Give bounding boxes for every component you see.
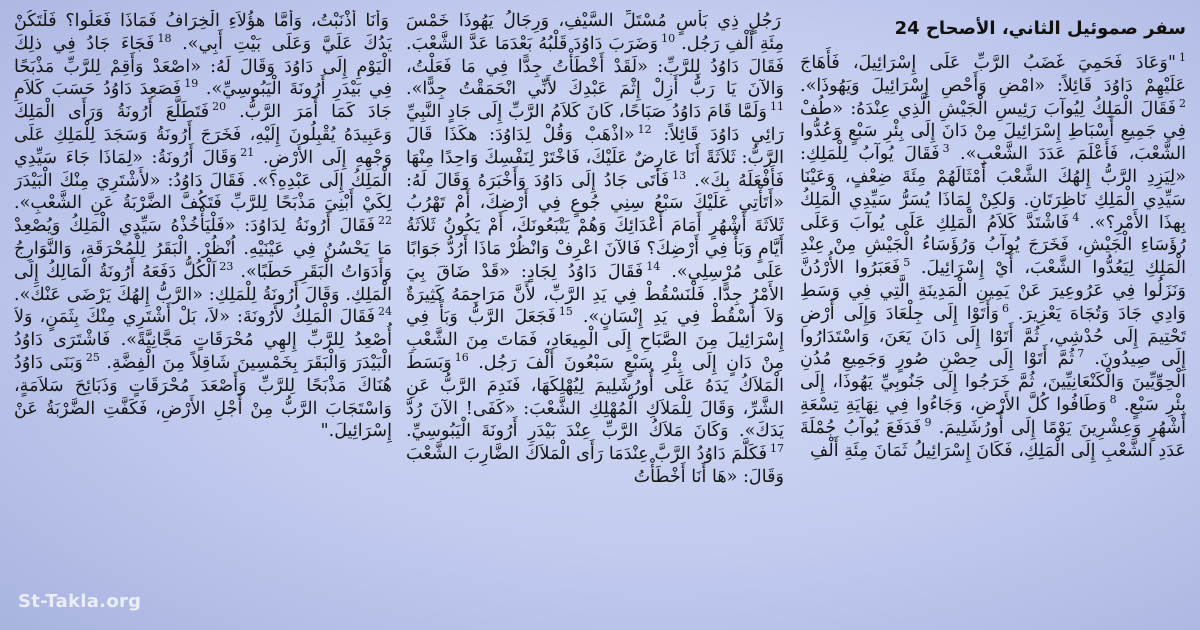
verse-number: 16 [454, 351, 469, 365]
verse-number: 2 [1179, 96, 1186, 110]
verse-text: وَأَتَوْا إِلَى جِلْعَادَ وَإِلَى أَرْضِ تَحْتِيمَ إِلَى حُدْشِي، ثُمَّ أَتَوْا إِلَى دَانَ يَعَنَ، وَاسْتَدَارُوا إِلَى صِيدُونَ. [800, 303, 1186, 370]
verse-number: 11 [770, 100, 784, 114]
verse-number: 14 [646, 259, 661, 273]
verse-text: وَبَنَى دَاوُدُ هُنَاكَ مَذْبَحًا لِلرَّبِّ وَأَصْعَدَ مُحْرَقَاتٍ وَذَبَائِحَ سَلاَمَةٍ، وَاسْتَجَابَ الرَّبُّ مِنْ أَجْلِ الأَرْضِ، فَكَفَّتِ الضَّرْبَةُ عَنْ إِسْرَائِيلَ." [14, 352, 392, 442]
verse-text: وَقَالَ أَرُونَةُ: «لِمَاذَا جَاءَ سَيِّدِي الْمَلِكُ إِلَى عَبْدِهِ؟». فَقَالَ دَاوُدُ: «لأَشْتَرِيَ مِنْكَ الْبَيْدَرَ لِكَيْ أَبْنِيَ مَذْبَحًا لِلرَّبِّ فَتَكُفَّ الضَّرْبَةُ عَنِ الشَّعْبِ». [14, 147, 392, 214]
verse-number: 24 [378, 305, 392, 319]
verse [800, 53, 1186, 96]
verse-text: «اذْهَبْ وَقُلْ لِدَاوُدَ: هكَذَا قَالَ الرَّبُّ: ثَلاَثَةً أَنَا عَارِضٌ عَلَيْكَ، فَاخْتَرْ لِنَفْسِكَ وَاحِدًا مِنْهَا فَأَفْعَلَهُ بِكَ». [406, 124, 784, 191]
verse-number: 7 [1077, 347, 1085, 361]
verse-number: 13 [672, 168, 687, 182]
verse-text: فَصَعِدَ دَاوُدُ حَسَبَ كَلاَمِ جَادَ كَمَا أَمَرَ الرَّبُّ. [14, 79, 392, 123]
watermark: St-Takla.org [18, 591, 142, 612]
verse-text: وَلَمَّا قَامَ دَاوُدُ صَبَاحًا، كَانَ كَلاَمُ الرَّبِّ إِلَى جَادٍ النَّبِيِّ رَائِي دَاوُدَ قَائِلاً: [406, 102, 784, 145]
text-column-3 [14, 10, 392, 610]
verse-text: اَلْكُلُّ دَفَعَهُ أَرُونَةُ الْمَالِكُ إِلَى الْمَلِكِ. وَقَالَ أَرُونَةُ لِلْمَلِكِ: «الرَّبُّ إِلهُكَ يَرْضَى عَنْكَ». [14, 261, 392, 305]
verse-number: 8 [1109, 393, 1117, 407]
verse-text: فَقَالَ أَرُونَةُ لِدَاوُدَ: «فَلْيَأْخُذْهُ سَيِّدِي الْمَلِكُ وَيُصْعِدْ مَا يَحْسُنُ فِي عَيْنَيْهِ. اُنْظُرْ. الْبَقَرُ لِلْمُحْرَقَةِ، وَالنَّوَارِجُ وَأَدَوَاتُ الْبَقَرِ حَطَبًا». [14, 216, 392, 282]
verse-text: فَقَالَ دَاوُدُ لِجَادٍ: «قَدْ ضَاقَ بِيَ الأَمْرُ جِدًّا. فَلْنَسْقُطْ فِي يَدِ الرَّبِّ، لأَنَّ مَرَاحِمَهُ كَثِيرَةٌ وَلاَ أَسْقُطْ فِي يَدِ إِنْسَانٍ». [406, 261, 784, 328]
verse-text: ثُمَّ أَتَوْا إِلَى حِصْنِ صُورٍ وَجَمِيعِ مُدُنِ الْحِوِّيِّينَ وَالْكَنْعَانِيِّينَ، ثُمَّ خَرَجُوا إِلَى جَنُوبِيِّ يَهُوذَا، إِلَى بِئْرِ سَبْعٍ. [800, 349, 1186, 415]
verse-number: 20 [212, 100, 227, 114]
verse-number: 12 [637, 123, 652, 137]
verse-number: 19 [184, 77, 199, 91]
verse-number: 15 [558, 305, 573, 319]
verse-text: فَكَلَّمَ دَاوُدُ الرَّبَّ عِنْدَمَا رَأَى الْمَلاَكَ الضَّارِبَ الشَّعْبَ وَقَالَ: «هَا أَنَا أَخْطَأْتُ [406, 444, 784, 487]
verse-text: وَأَنَا أَذْنَبْتُ، وَأَمَّا هؤُلاَءِ الْخِرَافُ فَمَاذَا فَعَلُوا؟ فَلْتَكُنْ يَدُكَ عَلَيَّ وَعَلَى بَيْتِ أَبِي». [14, 11, 392, 54]
verse [406, 444, 784, 487]
verse-text: فَقَالَ يُوآبُ لِلْمَلِكِ: «لِيَزِدِ الرَّبُّ إِلهُكَ الشَّعْبَ أَمْثَالَهُمْ مِئَةَ ضِعْفٍ، وَعَيْنَا سَيِّدِي الْمَلِكِ نَاظِرَتَانِ. وَلكِنْ لِمَاذَا يُسَرُّ سَيِّدِي الْمَلِكُ بِهذَا الأَمْرِ؟». [800, 144, 1186, 233]
verse-number: 18 [157, 31, 172, 45]
verse-text: فَجَعَلَ الرَّبُّ وَبَأً فِي إِسْرَائِيلَ مِنَ الصَّبَاحِ إِلَى الْمِيعَادِ، فَمَاتَ مِنَ الشَّعْبِ مِنْ دَانٍ إِلَى بِئْرِ سَبْعٍ سَبْعُونَ أَلْفَ رَجُل. [406, 307, 784, 373]
verse-text: فَقَالَ الْمَلِكُ لأَرُونَةَ: «لاَ، بَلْ أَشْتَرِي مِنْكَ بِثَمَنٍ، وَلاَ أُصْعِدُ لِلرَّبِّ إِلهِي مُحْرَقَاتٍ مَجَّانِيَّةً». فَاشْتَرَى دَاوُدُ الْبَيْدَرَ وَالْبَقَرَ بِخَمْسِينَ شَاقِلاً مِنَ الْفِضَّةِ. [14, 307, 392, 373]
verse-text: وَضَرَبَ دَاوُدَ قَلْبُهُ بَعْدَمَا عَدَّ الشَّعْبَ. فَقَالَ دَاوُدُ لِلرَّبِّ: «لَقَدْ أَخْطَأْتُ جِدًّا فِي مَا فَعَلْتُ، وَالآنَ يَا رَبُّ أَزِلْ إِثْمَ عَبْدِكَ لأَنِّي انْحَمَقْتُ جِدًّا». [406, 33, 784, 100]
text-column-2 [406, 10, 784, 610]
verse-text: فَأَتَى جَادُ إِلَى دَاوُدَ وَأَخْبَرَهُ وَقَالَ لَهُ: «أَتَأْتِي عَلَيْكَ سَبْعُ سِنِي جُوعٍ فِي أَرْضِكَ، أَمْ تَهْرُبُ ثَلاَثَةَ أَشْهُرٍ أَمَامَ أَعْدَائِكَ وَهُمْ يَتْبَعُونَكَ، أَمْ يَكُونُ ثَلاَثَةُ أَيَّامٍ وَبَأٌ فِي أَرْضِكَ؟ فَالآنَ اعْرِفْ وَانْظُرْ مَاذَا أَرُدُّ جَوَابًا عَلَى مُرْسِلِي». [406, 170, 784, 282]
verse-number: 1 [1179, 51, 1186, 65]
verse-text: وَبَسَطَ الْمَلاَكُ يَدَهُ عَلَى أُورُشَلِيمَ لِيُهْلِكَهَا، فَنَدِمَ الرَّبُّ عَنِ الشَّرِّ، وَقَالَ لِلْمَلاَكِ الْمُهْلِكِ الشَّعْبَ: «كَفَى! الآنَ رُدَّ يَدَكَ». وَكَانَ مَلاَكُ الرَّبِّ عِنْدَ بَيْدَرِ أَرُونَةَ الْيَبُوسِيِّ. [406, 352, 784, 442]
verse-number: 17 [770, 442, 784, 456]
verse-number: 3 [942, 142, 950, 156]
verse-number: 4 [1072, 210, 1080, 224]
verse-number: 25 [85, 351, 100, 365]
verse-number: 22 [378, 214, 392, 228]
verse-number: 21 [240, 145, 255, 159]
verse-text: رَجُلٍ ذِي بَأْسٍ مُسْتَلِّ السَّيْفِ، وَرِجَالُ يَهُوذَا خَمْسَ مِئَةِ أَلْفِ رَجُل. [406, 11, 784, 54]
verse-text: فَجَاءَ جَادُ فِي ذلِكَ الْيَوْمِ إِلَى دَاوُدَ وَقَالَ لَهُ: «اصْعَدْ وَأَقِمْ لِلرَّبِّ مَذْبَحًا فِي بَيْدَرِ أَرُونَةَ الْيَبُوسِيِّ». [14, 33, 392, 100]
verse-text: فَاشْتَدَّ كَلاَمُ الْمَلِكِ عَلَى يُوآبَ وَعَلَى رُؤَسَاءِ الْجَيْشِ، فَخَرَجَ يُوآبُ وَرُؤَسَاءُ الْجَيْشِ مِنْ عِنْدِ الْمَلِكِ لِيَعُدُّوا الشَّعْبَ، أَيْ إِسْرَائِيلَ. [800, 212, 1186, 279]
verse-number: 10 [661, 31, 676, 45]
verse-text: فَقَالَ الْمَلِكُ لِيُوآبَ رَئِيسِ الْجَيْشِ الَّذِي عِنْدَهُ: «طُفْ فِي جَمِيعِ أَسْبَاطِ إِسْرَائِيلَ مِنْ دَانَ إِلَى بِئْرِ سَبْعٍ وَعُدُّوا الشَّعْبَ، فَأَعْلَمَ عَدَدَ الشَّعْبِ». [800, 98, 1186, 165]
verse-text: فَتَطَلَّعَ أَرُونَةُ وَرَأَى الْمَلِكَ وَعَبِيدَهُ يُقْبِلُونَ إِلَيْهِ، فَخَرَجَ أَرُونَةُ وَسَجَدَ لِلْمَلِكِ عَلَى وَجْهِهِ إِلَى الأَرْضِ. [14, 102, 392, 168]
verse-text: فَعَبَرُوا الأُرْدُنَّ وَنَزَلُوا فِي عَرُوعِيرَ عَنْ يَمِينِ الْمَدِينَةِ الَّتِي فِي وَسَطِ وَادِي جَادَ وَتُجَاهَ يَعْزِيرَ. [800, 258, 1186, 324]
verse-number: 6 [1001, 301, 1009, 315]
text-column-1 [800, 16, 1186, 616]
verse-text: "وَعَادَ فَحَمِيَ غَضَبُ الرَّبِّ عَلَى إِسْرَائِيلَ، فَأَهَاجَ عَلَيْهِمْ دَاوُدَ قَائِلاً: «امْضِ وَأَحْصِ إِسْرَائِيلَ وَيَهُوذَا». [800, 53, 1186, 96]
chapter-title: سفر صموئيل الثاني، الأصحاح 24 [894, 18, 1186, 39]
verse-number: 23 [219, 259, 234, 273]
verse-number: 9 [924, 415, 932, 429]
verse-text: فَدَفَعَ يُوآبُ جُمْلَةَ عَدَدِ الشَّعْبِ إِلَى الْمَلِكِ، فَكَانَ إِسْرَائِيلُ ثَمَانَ مِئَةِ أَلْفِ [800, 417, 1186, 461]
verse-number: 5 [903, 256, 911, 270]
verse-text: وَطَافُوا كُلَّ الأَرْضِ، وَجَاءُوا فِي نِهَايَةِ تِسْعَةِ أَشْهُرٍ وَعِشْرِينَ يَوْمًا إِلَى أُورُشَلِيمَ. [800, 394, 1186, 438]
